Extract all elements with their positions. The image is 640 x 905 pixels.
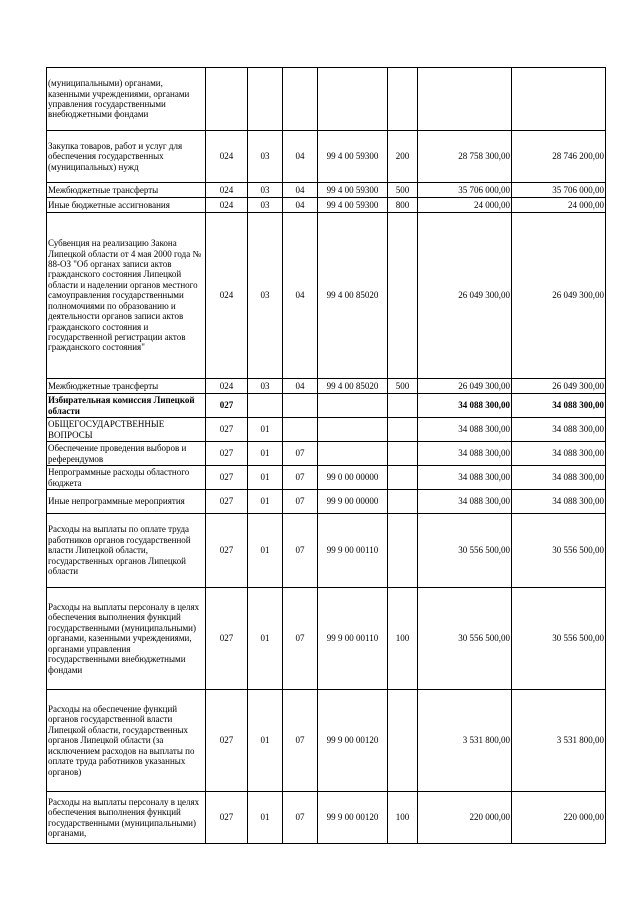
cell-name: ОБЩЕГОСУДАРСТВЕННЫЕ ВОПРОСЫ [47,418,206,442]
cell-sum2: 35 706 000,00 [512,183,606,198]
cell-vr [388,442,418,466]
cell-name: Расходы на обеспечение функций органов государственной власти Липецкой области, государственных органов Липецкой области (за исключением расходов на выплаты по оплате труда работников указанных органов) [47,690,206,792]
cell-pr: 04 [283,213,318,379]
cell-pr: 07 [283,514,318,588]
cell-sum2: 34 088 300,00 [512,442,606,466]
cell-ved: 027 [206,490,248,514]
cell-sum1: 26 049 300,00 [418,379,512,394]
cell-ved: 024 [206,379,248,394]
table-row [47,198,606,213]
cell-sum2: 26 049 300,00 [512,379,606,394]
cell-pr [283,394,318,418]
cell-sum2: 34 088 300,00 [512,418,606,442]
cell-vr: 100 [388,588,418,690]
cell-vr [388,490,418,514]
cell-sum1: 24 000,00 [418,198,512,213]
cell-sum1: 35 706 000,00 [418,183,512,198]
table-row [47,379,606,394]
cell-sum2: 3 531 800,00 [512,690,606,792]
cell-pr: 07 [283,588,318,690]
cell-rz: 03 [248,213,283,379]
cell-rz [248,394,283,418]
cell-pr: 07 [283,466,318,490]
cell-sum1: 34 088 300,00 [418,418,512,442]
cell-ved: 024 [206,183,248,198]
cell-pr: 07 [283,442,318,466]
cell-csr: 99 9 00 00120 [318,792,388,844]
cell-ved: 027 [206,418,248,442]
cell-ved: 027 [206,514,248,588]
cell-pr [283,418,318,442]
cell-rz: 01 [248,690,283,792]
cell-pr: 04 [283,183,318,198]
table-row [47,68,606,131]
cell-csr [318,68,388,131]
cell-sum1: 220 000,00 [418,792,512,844]
cell-name: Закупка товаров, работ и услуг для обеспечения государственных (муниципальных) нужд [47,131,206,183]
cell-vr: 100 [388,792,418,844]
cell-name: Иные бюджетные ассигнования [47,198,206,213]
cell-name: Межбюджетные трансферты [47,379,206,394]
table-row [47,514,606,588]
cell-csr: 99 9 00 00120 [318,690,388,792]
cell-name: Избирательная комиссия Липецкой области [47,394,206,418]
cell-name: Расходы на выплаты персоналу в целях обеспечения выполнения функций государственными (муниципальными) органами, казенными учреждениями, органами управления государственными внебюджетными фондами [47,588,206,690]
cell-rz: 01 [248,442,283,466]
cell-name: Непрограммные расходы областного бюджета [47,466,206,490]
cell-sum2: 24 000,00 [512,198,606,213]
cell-sum2: 34 088 300,00 [512,490,606,514]
table-row [47,183,606,198]
cell-ved: 027 [206,690,248,792]
cell-csr [318,418,388,442]
cell-rz: 01 [248,588,283,690]
cell-ved: 027 [206,466,248,490]
cell-sum2 [512,68,606,131]
cell-name: Обеспечение проведения выборов и референдумов [47,442,206,466]
cell-ved: 027 [206,792,248,844]
table-row [47,213,606,379]
table-row [47,131,606,183]
cell-name: Расходы на выплаты по оплате труда работников органов государственной власти Липецкой области, государственных органов Липецкой области [47,514,206,588]
cell-ved: 027 [206,442,248,466]
cell-name: Расходы на выплаты персоналу в целях обеспечения выполнения функций государственными (муниципальными) органами, [47,792,206,844]
table-row [47,588,606,690]
cell-rz: 01 [248,418,283,442]
cell-csr: 99 4 00 85020 [318,213,388,379]
cell-rz: 01 [248,490,283,514]
cell-sum1: 3 531 800,00 [418,690,512,792]
cell-vr [388,466,418,490]
table-row [47,442,606,466]
cell-rz [248,68,283,131]
cell-csr: 99 9 00 00110 [318,514,388,588]
cell-vr: 200 [388,131,418,183]
cell-pr: 07 [283,490,318,514]
cell-csr [318,394,388,418]
cell-ved: 024 [206,131,248,183]
cell-ved [206,68,248,131]
cell-csr: 99 9 00 00110 [318,588,388,690]
cell-csr: 99 4 00 59300 [318,198,388,213]
cell-sum2: 34 088 300,00 [512,466,606,490]
cell-rz: 01 [248,466,283,490]
cell-csr: 99 4 00 59300 [318,131,388,183]
cell-name: Иные непрограммные мероприятия [47,490,206,514]
cell-sum2: 26 049 300,00 [512,213,606,379]
cell-sum1: 34 088 300,00 [418,490,512,514]
cell-sum1 [418,68,512,131]
cell-ved: 024 [206,213,248,379]
table-row [47,418,606,442]
cell-sum1: 34 088 300,00 [418,466,512,490]
cell-vr [388,213,418,379]
cell-ved: 027 [206,394,248,418]
cell-pr: 04 [283,198,318,213]
cell-rz: 03 [248,379,283,394]
cell-rz: 03 [248,131,283,183]
cell-sum2: 28 746 200,00 [512,131,606,183]
table-row [47,490,606,514]
cell-vr: 500 [388,379,418,394]
cell-rz: 03 [248,198,283,213]
cell-sum2: 30 556 500,00 [512,588,606,690]
cell-ved: 027 [206,588,248,690]
cell-sum1: 34 088 300,00 [418,394,512,418]
cell-vr [388,68,418,131]
cell-rz: 03 [248,183,283,198]
cell-sum1: 28 758 300,00 [418,131,512,183]
cell-csr: 99 4 00 85020 [318,379,388,394]
table-row [47,690,606,792]
cell-pr: 04 [283,131,318,183]
cell-name: (муниципальными) органами, казенными учреждениями, органами управления государственными внебюджетными фондами [47,68,206,131]
cell-rz: 01 [248,792,283,844]
cell-pr [283,68,318,131]
cell-name: Межбюджетные трансферты [47,183,206,198]
table-row [47,466,606,490]
cell-sum1: 30 556 500,00 [418,588,512,690]
cell-name: Субвенция на реализацию Закона Липецкой области от 4 мая 2000 года № 88-ОЗ "Об органах записи актов гражданского состояния Липецкой области и наделении органов местного самоуправления государственными полномочиями по образованию и деятельности органов записи актов гражданского состояния и государственной регистрации актов гражданского состояния" [47,213,206,379]
budget-table [46,67,606,844]
cell-csr: 99 4 00 59300 [318,183,388,198]
cell-pr: 07 [283,690,318,792]
cell-rz: 01 [248,514,283,588]
cell-csr: 99 0 00 00000 [318,466,388,490]
cell-sum2: 34 088 300,00 [512,394,606,418]
cell-ved: 024 [206,198,248,213]
cell-vr [388,514,418,588]
cell-sum2: 220 000,00 [512,792,606,844]
cell-pr: 04 [283,379,318,394]
table-row [47,792,606,844]
cell-vr: 500 [388,183,418,198]
cell-sum1: 30 556 500,00 [418,514,512,588]
cell-sum1: 34 088 300,00 [418,442,512,466]
cell-pr: 07 [283,792,318,844]
cell-vr [388,394,418,418]
cell-vr [388,418,418,442]
cell-vr [388,690,418,792]
cell-csr: 99 9 00 00000 [318,490,388,514]
cell-sum2: 30 556 500,00 [512,514,606,588]
cell-csr [318,442,388,466]
cell-vr: 800 [388,198,418,213]
cell-sum1: 26 049 300,00 [418,213,512,379]
table-row [47,394,606,418]
